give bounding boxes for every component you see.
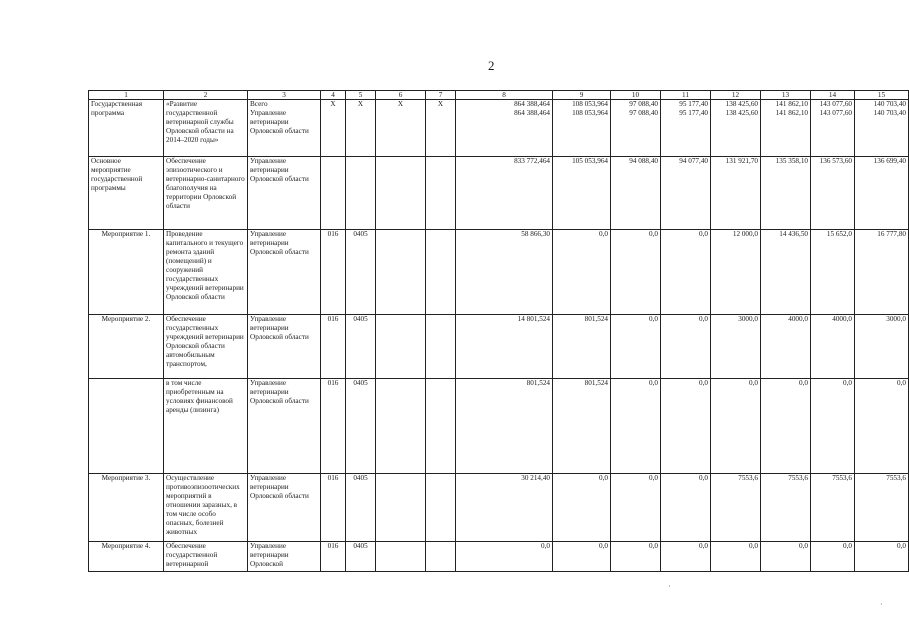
table-row <box>89 157 909 230</box>
value-cell: 7553,6 <box>811 474 855 542</box>
value-org: 108 053,964 <box>572 109 608 117</box>
value-cell: 0,0 <box>661 379 711 474</box>
code-cell <box>346 157 376 230</box>
code-cell <box>376 315 426 379</box>
code-cell: 016 <box>321 315 346 379</box>
value-cell: 801,524 <box>553 379 611 474</box>
column-header: 10 <box>611 91 661 100</box>
row-type-cell: Мероприятие 4. <box>89 542 164 572</box>
code-cell: X <box>376 100 426 157</box>
value-cell: 0,0 <box>811 379 855 474</box>
table-row <box>89 230 909 315</box>
code-cell: 0405 <box>346 379 376 474</box>
value-cell: 0,0 <box>661 230 711 315</box>
value-cell: 0,0 <box>811 542 855 572</box>
value-cell: 0,0 <box>553 542 611 572</box>
code-cell <box>426 157 456 230</box>
column-header: 13 <box>761 91 811 100</box>
value-org: 97 088,40 <box>629 109 658 117</box>
responsible-org: Управление ветеринарии Орловской области <box>250 109 309 135</box>
column-header: 6 <box>376 91 426 100</box>
row-name-cell: Обеспечение эпизоотического и ветеринарно-санитарного благополучия на территории Орловской области <box>164 157 248 230</box>
value-cell: 3000,0 <box>855 315 909 379</box>
value-cell <box>553 100 611 157</box>
value-cell <box>611 100 661 157</box>
value-cell: 16 777,80 <box>855 230 909 315</box>
column-header: 7 <box>426 91 456 100</box>
value-org: 141 862,10 <box>775 109 808 117</box>
column-header: 5 <box>346 91 376 100</box>
value-cell: 0,0 <box>611 315 661 379</box>
column-header: 11 <box>661 91 711 100</box>
row-name-cell: «Развитие государственной ветеринарной службы Орловской области на 2014–2020 годы» <box>164 100 248 157</box>
code-cell <box>426 379 456 474</box>
row-type-cell: Мероприятие 3. <box>89 474 164 542</box>
table-row <box>89 315 909 379</box>
value-cell: 131 921,70 <box>711 157 761 230</box>
budget-table <box>88 90 909 572</box>
value-cell: 833 772,464 <box>456 157 553 230</box>
value-cell: 0,0 <box>611 542 661 572</box>
value-total: 143 077,60 <box>819 100 852 108</box>
value-cell: 0,0 <box>855 542 909 572</box>
value-cell: 0,0 <box>761 379 811 474</box>
value-total: 140 703,40 <box>873 100 906 108</box>
value-cell: 4000,0 <box>761 315 811 379</box>
value-cell <box>855 100 909 157</box>
scan-speck: · <box>880 600 883 609</box>
row-type-cell: Основное мероприятие государственной программы <box>89 157 164 230</box>
code-cell: 016 <box>321 474 346 542</box>
value-cell: 58 866,30 <box>456 230 553 315</box>
row-type-cell: Мероприятие 2. <box>89 315 164 379</box>
value-cell: 7553,6 <box>711 474 761 542</box>
table-row <box>89 379 909 474</box>
row-name-cell: Обеспечение государственных учреждений ветеринарии Орловской области автомобильным транспортом, <box>164 315 248 379</box>
code-cell <box>321 157 346 230</box>
value-cell: 135 358,10 <box>761 157 811 230</box>
value-cell: 30 214,40 <box>456 474 553 542</box>
value-cell: 7553,6 <box>855 474 909 542</box>
value-cell: 0,0 <box>761 542 811 572</box>
column-header: 8 <box>456 91 553 100</box>
value-cell: 12 000,0 <box>711 230 761 315</box>
code-cell <box>426 315 456 379</box>
value-cell: 15 652,0 <box>811 230 855 315</box>
responsible-cell: Управление ветеринарии Орловской области <box>248 315 321 379</box>
column-header: 4 <box>321 91 346 100</box>
value-cell: 0,0 <box>711 379 761 474</box>
code-cell <box>376 157 426 230</box>
column-header: 3 <box>248 91 321 100</box>
value-cell: 0,0 <box>611 474 661 542</box>
code-cell: 0405 <box>346 474 376 542</box>
value-org: 95 177,40 <box>679 109 708 117</box>
code-cell <box>426 474 456 542</box>
value-cell: 0,0 <box>661 315 711 379</box>
code-cell: X <box>321 100 346 157</box>
code-cell: X <box>426 100 456 157</box>
code-cell: 0405 <box>346 230 376 315</box>
row-type-cell: Мероприятие 1. <box>89 230 164 315</box>
value-cell <box>761 100 811 157</box>
code-cell <box>426 542 456 572</box>
responsible-cell: Управление ветеринарии Орловской <box>248 542 321 572</box>
row-type-cell: Государственная программа <box>89 100 164 157</box>
row-name-cell: в том числе приобретенным на условиях финансовой аренды (лизинга) <box>164 379 248 474</box>
value-total: 138 425,60 <box>725 100 758 108</box>
value-cell <box>456 100 553 157</box>
header-row <box>89 91 909 100</box>
column-header: 9 <box>553 91 611 100</box>
column-header: 1 <box>89 91 164 100</box>
column-header: 14 <box>811 91 855 100</box>
value-cell: 14 436,50 <box>761 230 811 315</box>
code-cell: 0405 <box>346 315 376 379</box>
value-cell: 4000,0 <box>811 315 855 379</box>
value-org: 138 425,60 <box>725 109 758 117</box>
value-cell: 0,0 <box>553 474 611 542</box>
responsible-cell: Управление ветеринарии Орловской области <box>248 157 321 230</box>
code-cell <box>426 230 456 315</box>
value-cell: 0,0 <box>661 474 711 542</box>
code-cell: 016 <box>321 542 346 572</box>
responsible-total: Всего <box>250 100 268 108</box>
value-org: 143 077,60 <box>819 109 852 117</box>
code-cell <box>376 379 426 474</box>
row-name-cell: Обеспечение государственной ветеринарной <box>164 542 248 572</box>
value-cell: 136 573,60 <box>811 157 855 230</box>
column-header: 12 <box>711 91 761 100</box>
value-total: 97 088,40 <box>629 100 658 108</box>
column-header: 2 <box>164 91 248 100</box>
value-cell: 94 088,40 <box>611 157 661 230</box>
value-cell: 0,0 <box>611 379 661 474</box>
value-total: 95 177,40 <box>679 100 708 108</box>
value-cell: 94 077,40 <box>661 157 711 230</box>
value-org: 864 388,464 <box>514 109 550 117</box>
value-cell: 0,0 <box>611 230 661 315</box>
code-cell: 0405 <box>346 542 376 572</box>
value-cell: 0,0 <box>456 542 553 572</box>
value-cell: 801,524 <box>456 379 553 474</box>
value-cell <box>661 100 711 157</box>
code-cell <box>376 474 426 542</box>
value-total: 108 053,964 <box>572 100 608 108</box>
responsible-cell: Управление ветеринарии Орловской области <box>248 379 321 474</box>
code-cell: 016 <box>321 379 346 474</box>
responsible-cell <box>248 100 321 157</box>
value-total: 141 862,10 <box>775 100 808 108</box>
value-cell: 0,0 <box>711 542 761 572</box>
table-row <box>89 100 909 157</box>
table-row <box>89 474 909 542</box>
value-cell: 0,0 <box>661 542 711 572</box>
value-cell <box>811 100 855 157</box>
value-cell: 136 699,40 <box>855 157 909 230</box>
code-cell <box>376 230 426 315</box>
column-header: 15 <box>855 91 909 100</box>
code-cell: 016 <box>321 230 346 315</box>
value-cell: 0,0 <box>855 379 909 474</box>
value-cell: 105 053,964 <box>553 157 611 230</box>
code-cell: X <box>346 100 376 157</box>
value-cell: 3000,0 <box>711 315 761 379</box>
table-row <box>89 542 909 572</box>
value-cell: 801,524 <box>553 315 611 379</box>
value-cell <box>711 100 761 157</box>
row-type-cell <box>89 379 164 474</box>
value-cell: 14 801,524 <box>456 315 553 379</box>
row-name-cell: Проведение капитального и текущего ремонта зданий (помещений) и сооружений государственных учреждений ветеринарии Орловской области <box>164 230 248 315</box>
responsible-cell: Управление ветеринарии Орловской области <box>248 230 321 315</box>
page-number: 2 <box>488 58 495 73</box>
value-org: 140 703,40 <box>873 109 906 117</box>
scan-speck: · <box>668 582 671 591</box>
value-cell: 0,0 <box>553 230 611 315</box>
responsible-cell: Управление ветеринарии Орловской области <box>248 474 321 542</box>
value-total: 864 388,464 <box>514 100 550 108</box>
row-name-cell: Осуществление противоэпизоотических мероприятий в отношении заразных, в том числе особо опасных, болезней животных <box>164 474 248 542</box>
code-cell <box>376 542 426 572</box>
value-cell: 7553,6 <box>761 474 811 542</box>
